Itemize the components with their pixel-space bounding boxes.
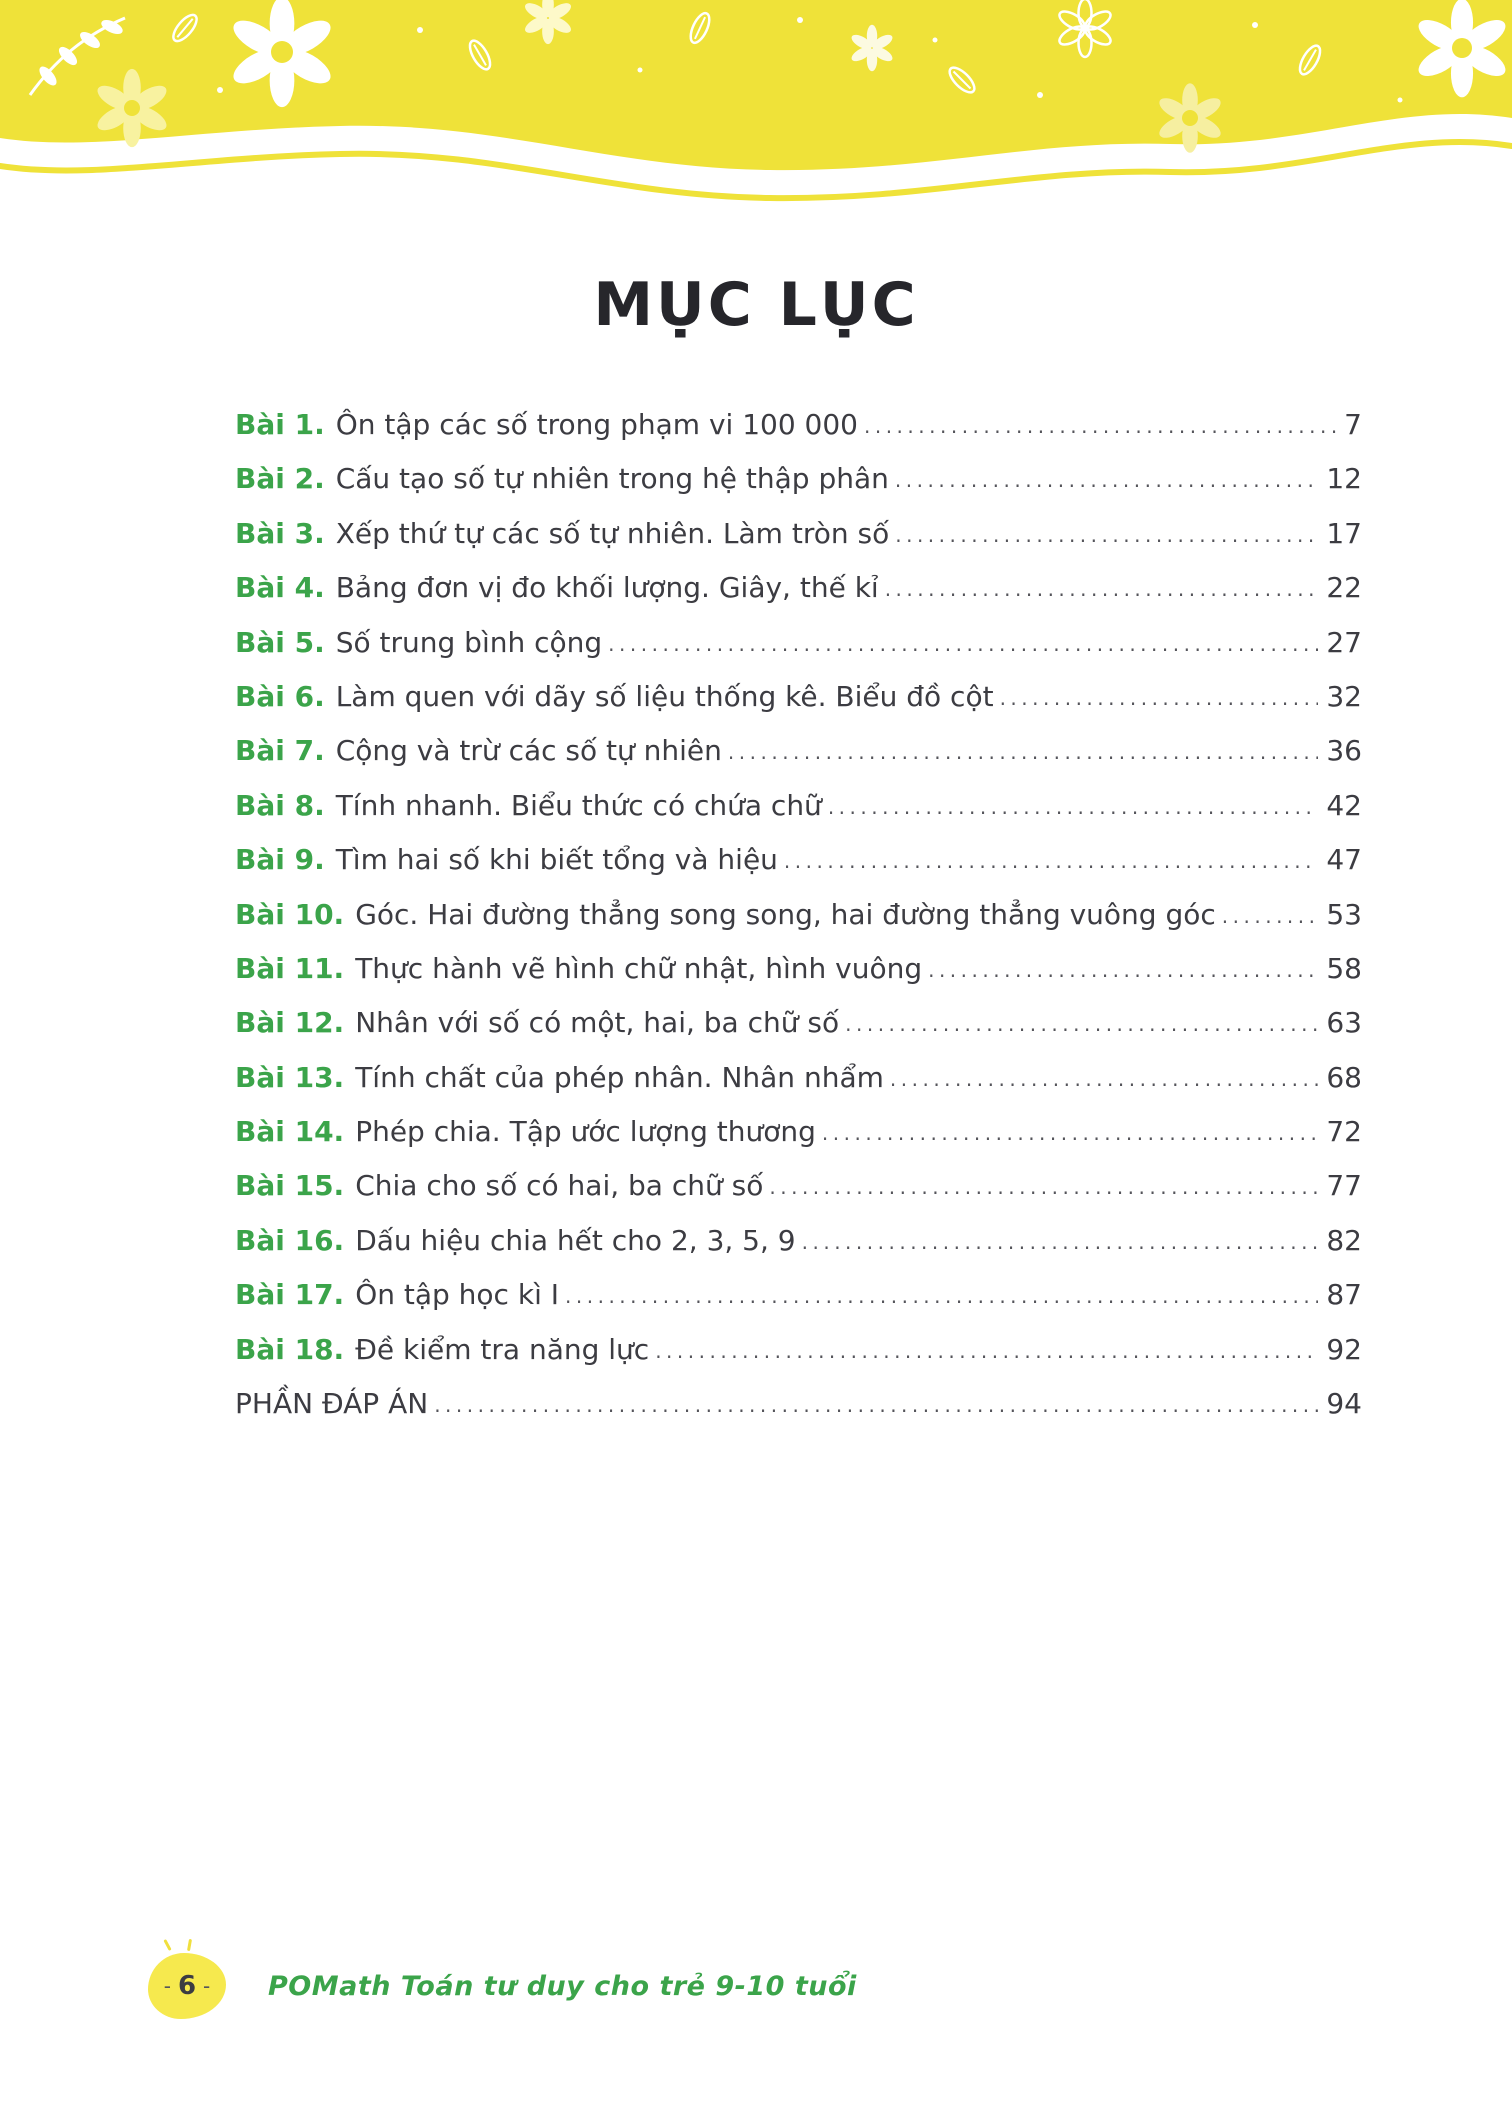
toc-entry (235, 410, 1362, 439)
toc-entry (235, 1169, 1362, 1203)
toc-entry-page: 68 (1326, 1060, 1362, 1094)
toc-entry-label: Bài 16. (235, 1223, 345, 1257)
toc-entry (235, 897, 1362, 931)
toc-entry-title: Cộng và trừ các số tự nhiên (335, 734, 722, 768)
toc-entry-label: Bài 5. (235, 625, 325, 659)
toc-entry-label: Bài 4. (235, 571, 325, 605)
toc-entry-leader-dots (895, 470, 1318, 491)
toc-entry-label: Bài 15. (235, 1169, 345, 1203)
toc-entry (235, 679, 1362, 713)
toc-entry-label: Bài 7. (235, 734, 325, 768)
toc-entry-page: 32 (1326, 679, 1362, 713)
toc-entry-label: Bài 18. (235, 1332, 345, 1366)
toc-entry-label: Bài 8. (235, 788, 325, 822)
toc-entry-leader-dots (784, 851, 1318, 872)
toc-entry-leader-dots (608, 634, 1318, 655)
toc-entry (235, 1223, 1362, 1257)
toc-entry-title: Nhân với số có một, hai, ba chữ số (355, 1006, 840, 1040)
toc-entry-page: 77 (1326, 1169, 1362, 1203)
toc-entry-page: 12 (1326, 462, 1362, 496)
toc-entry (235, 571, 1362, 605)
toc-entry-label: Bài 3. (235, 516, 325, 550)
toc-entry-title: Đề kiểm tra năng lực (355, 1332, 650, 1366)
page-number-badge (148, 1953, 226, 2019)
toc-entry (235, 625, 1362, 659)
toc-entry (235, 951, 1362, 985)
toc-entry-title: Tính chất của phép nhân. Nhân nhẩm (355, 1060, 884, 1094)
page-footer (148, 1953, 857, 2019)
toc-entry-title: Xếp thứ tự các số tự nhiên. Làm tròn số (335, 516, 890, 550)
toc-entry-label: Bài 2. (235, 462, 325, 496)
toc-entry-title: Chia cho số có hai, ba chữ số (355, 1169, 764, 1203)
toc-entry-label: Bài 10. (235, 897, 345, 931)
toc-entry-title: Phép chia. Tập ước lượng thương (355, 1115, 816, 1149)
page-number: 6 (177, 1971, 197, 2001)
toc-entry-leader-dots (769, 1177, 1318, 1198)
toc-entry-title: PHẦN ĐÁP ÁN (235, 1387, 429, 1421)
toc-entry-label: Bài 17. (235, 1278, 345, 1312)
toc-entry-page: 72 (1326, 1115, 1362, 1149)
toc-entry-page: 17 (1326, 516, 1362, 550)
toc-entry (235, 1115, 1362, 1149)
toc-entry-leader-dots (864, 416, 1336, 437)
toc-entry-title: Số trung bình cộng (335, 625, 603, 659)
toc-entry-page: 22 (1326, 571, 1362, 605)
toc-entry-title: Ôn tập các số trong phạm vi 100 000 (335, 408, 858, 441)
header-wave-shape (0, 0, 1512, 170)
toc-entry-page: 42 (1326, 788, 1362, 822)
toc-entry (235, 788, 1362, 822)
toc-entry-title: Ôn tập học kì I (355, 1278, 560, 1312)
toc-entry-leader-dots (434, 1395, 1318, 1416)
toc-entry-leader-dots (728, 742, 1318, 763)
toc-entry-leader-dots (885, 579, 1319, 600)
toc-entry-leader-dots (802, 1232, 1319, 1253)
toc-entry (235, 1060, 1362, 1094)
toc-entry-leader-dots (890, 1069, 1318, 1090)
toc-entry (235, 1387, 1362, 1421)
toc-entry-page: 92 (1326, 1332, 1362, 1366)
toc-entry-title: Thực hành vẽ hình chữ nhật, hình vuông (355, 951, 923, 985)
toc-entry-leader-dots (828, 797, 1319, 818)
toc-entry-label: Bài 12. (235, 1006, 345, 1040)
toc-entry-label: Bài 9. (235, 843, 325, 877)
toc-entry-page: 82 (1326, 1223, 1362, 1257)
toc-entry-page: 7 (1344, 408, 1362, 441)
toc-entry-leader-dots (928, 960, 1318, 981)
toc-entry-page: 58 (1326, 951, 1362, 985)
header-decoration (0, 0, 1512, 222)
toc-entry-label: Bài 1. (235, 408, 325, 441)
toc-entry-page: 27 (1326, 625, 1362, 659)
toc-entry-leader-dots (895, 525, 1318, 546)
book-title: POMath Toán tư duy cho trẻ 9-10 tuổi (268, 1970, 857, 2002)
toc-entry-label: Bài 11. (235, 951, 345, 985)
toc-entry-leader-dots (655, 1341, 1318, 1362)
toc-entry-leader-dots (565, 1286, 1318, 1307)
toc-entry-page: 87 (1326, 1278, 1362, 1312)
toc-entry-title: Làm quen với dãy số liệu thống kê. Biểu đồ cột (335, 679, 994, 713)
toc-entry-label: Bài 6. (235, 679, 325, 713)
toc-entry-title: Cấu tạo số tự nhiên trong hệ thập phân (335, 462, 889, 496)
toc-entry-page: 63 (1326, 1006, 1362, 1040)
toc-entry-page: 94 (1326, 1387, 1362, 1421)
toc-entry-page: 36 (1326, 734, 1362, 768)
page-title: MỤC LỤC (593, 270, 919, 340)
toc-entry-leader-dots (845, 1014, 1318, 1035)
toc-entry (235, 516, 1362, 550)
toc-entry-title: Tìm hai số khi biết tổng và hiệu (335, 843, 778, 877)
page-dash-left: - (163, 1974, 171, 1998)
toc-entry-leader-dots (1222, 906, 1319, 927)
toc-entry-leader-dots (1000, 688, 1319, 709)
toc-entry (235, 734, 1362, 768)
toc-entry-title: Tính nhanh. Biểu thức có chứa chữ (335, 788, 822, 822)
page-dash-right: - (203, 1974, 211, 1998)
toc-entry (235, 843, 1362, 877)
toc-entry-page: 47 (1326, 843, 1362, 877)
toc-list (235, 408, 1362, 1421)
toc-entry (235, 1006, 1362, 1040)
toc-entry (235, 1332, 1362, 1366)
toc-entry-label: Bài 13. (235, 1060, 345, 1094)
toc-entry-label: Bài 14. (235, 1115, 345, 1149)
toc-entry-title: Bảng đơn vị đo khối lượng. Giây, thế kỉ (335, 571, 879, 605)
toc-entry-leader-dots (822, 1123, 1318, 1144)
toc-entry (235, 462, 1362, 496)
toc-entry (235, 1278, 1362, 1312)
toc-entry-title: Dấu hiệu chia hết cho 2, 3, 5, 9 (355, 1223, 796, 1257)
toc-entry-page: 53 (1326, 897, 1362, 931)
toc-entry-title: Góc. Hai đường thẳng song song, hai đường thẳng vuông góc (355, 897, 1216, 931)
